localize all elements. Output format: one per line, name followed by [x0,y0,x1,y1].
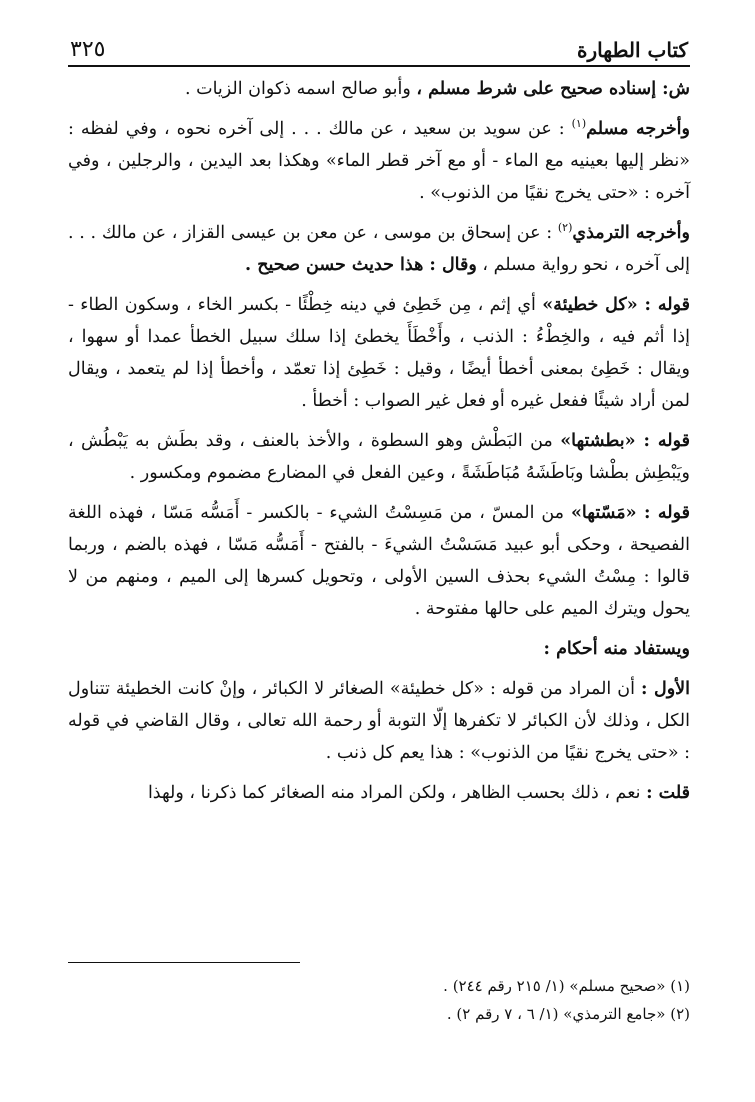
paragraph-batsh [68,425,690,489]
paragraph-text: من البَطْش وهو السطوة ، والأخذ بالعنف ، وقد بطَش به يَبْطُش ، ويَبْطِش بطْشا وبَاطَشَهُ مُبَاطَشَةً ، وعين الفعل في المضارع مضموم ومكسور . [68,431,690,483]
paragraph-text: : عن سويد بن سعيد ، عن مالك . . . إلى آخره نحوه ، وفي لفظه : «نظر إليها بعينيه مع الماء - أو مع آخر قطر الماء» وهكذا بعد اليدين ، والرجلين ، وفي آخره : «حتى يخرج نقيًا من الذنوب» . [68,119,690,203]
footnotes [68,972,690,1028]
paragraph-lead: الأول : [641,679,690,699]
paragraph-text: أن المراد من قوله : «كل خطيئة» الصغائر لا الكبائر ، وإنْ كانت الخطيئة تتناول الكل ، وذلك لأن الكبائر لا تكفرها إلّا التوبة أو رحمة الله تعالى ، وقال القاضي في قوله : «حتى يخرج نقيًا من الذنوب» : هذا يعم كل ذنب . [68,679,690,763]
section-heading-text: ويستفاد منه أحكام : [543,639,690,659]
paragraph-khatia [68,289,690,417]
paragraph-qultu [68,777,690,809]
paragraph-text: : عن إسحاق بن موسى ، عن معن بن عيسى القزاز ، عن مالك . . . إلى آخره ، نحو رواية مسلم ، [68,223,690,275]
section-heading [68,633,690,665]
main-text [68,73,690,809]
paragraph-text: من المسّ ، من مَسِسْتُ الشيء - بالكسر - أَمَسُّه مَسّا ، فهذه اللغة الفصيحة ، وحكى أبو عبيد مَسَسْتُ الشيءَ - بالفتح - أَمَسُّه مَسّا ، فهذه بالضم ، وربما قالوا : مِسْتُ الشيء بحذف السين الأولى ، وتحويل كسرها إلى الميم ، ومنهم من لا يحول ويترك الميم على حالها مفتوحة . [68,503,690,619]
paragraph-text: وأبو صالح اسمه ذكوان الزيات . [184,79,417,99]
paragraph-first-ruling [68,673,690,769]
paragraph-mass [68,497,690,625]
page-number: ٣٢٥ [70,37,106,62]
paragraph-lead: وأخرجه مسلم [586,119,690,139]
paragraph-isnad [68,73,690,105]
running-header [68,22,690,67]
paragraph-tirmidhi [68,217,690,281]
paragraph-lead: قوله : «مَسّتها» [570,503,690,523]
grading-text: وقال : هذا حديث حسن صحيح . [245,255,477,275]
paragraph-lead: قوله : «كل خطيئة» [542,295,691,315]
paragraph-text: نعم ، ذلك بحسب الظاهر ، ولكن المراد منه الصغائر كما ذكرنا ، ولهذا [147,783,647,803]
footnote-ref: (٢) [557,221,573,235]
footnote-divider [68,962,300,963]
book-title: كتاب الطهارة [577,38,688,62]
paragraph-lead: قوله : «بطشتها» [560,431,690,451]
page [68,22,690,817]
paragraph-lead: قلت : [646,783,690,803]
footnote-2: (٢) «جامع الترمذي» (١/ ٦ ، ٧ رقم ٢) . [446,1005,690,1023]
footnote-ref: (١) [571,117,587,131]
paragraph-lead: ش: إسناده صحيح على شرط مسلم ، [416,79,690,99]
paragraph-text: أي إثم ، مِن خَطِئ في دينه خِطْئًا - بكسر الخاء ، وسكون الطاء - إذا أثم فيه ، والخِطْءُ : الذنب ، وأَخْطَأَ يخطئ إذا سلك سبيل الخطأ عمدا أو سهوا ، ويقال : خَطِئ بمعنى أخطأ أيضًا ، وقيل : خَطِئ إذا تعمّد ، وأخطأ إذا لم يتعمد ، ويقال لمن أراد شيئًا ففعل غيره أو فعل غير الصواب : أخطأ . [68,295,690,411]
footnote-1: (١) «صحيح مسلم» (١/ ٢١٥ رقم ٢٤٤) . [443,977,690,995]
paragraph-lead: وأخرجه الترمذي [572,223,690,243]
paragraph-muslim [68,113,690,209]
